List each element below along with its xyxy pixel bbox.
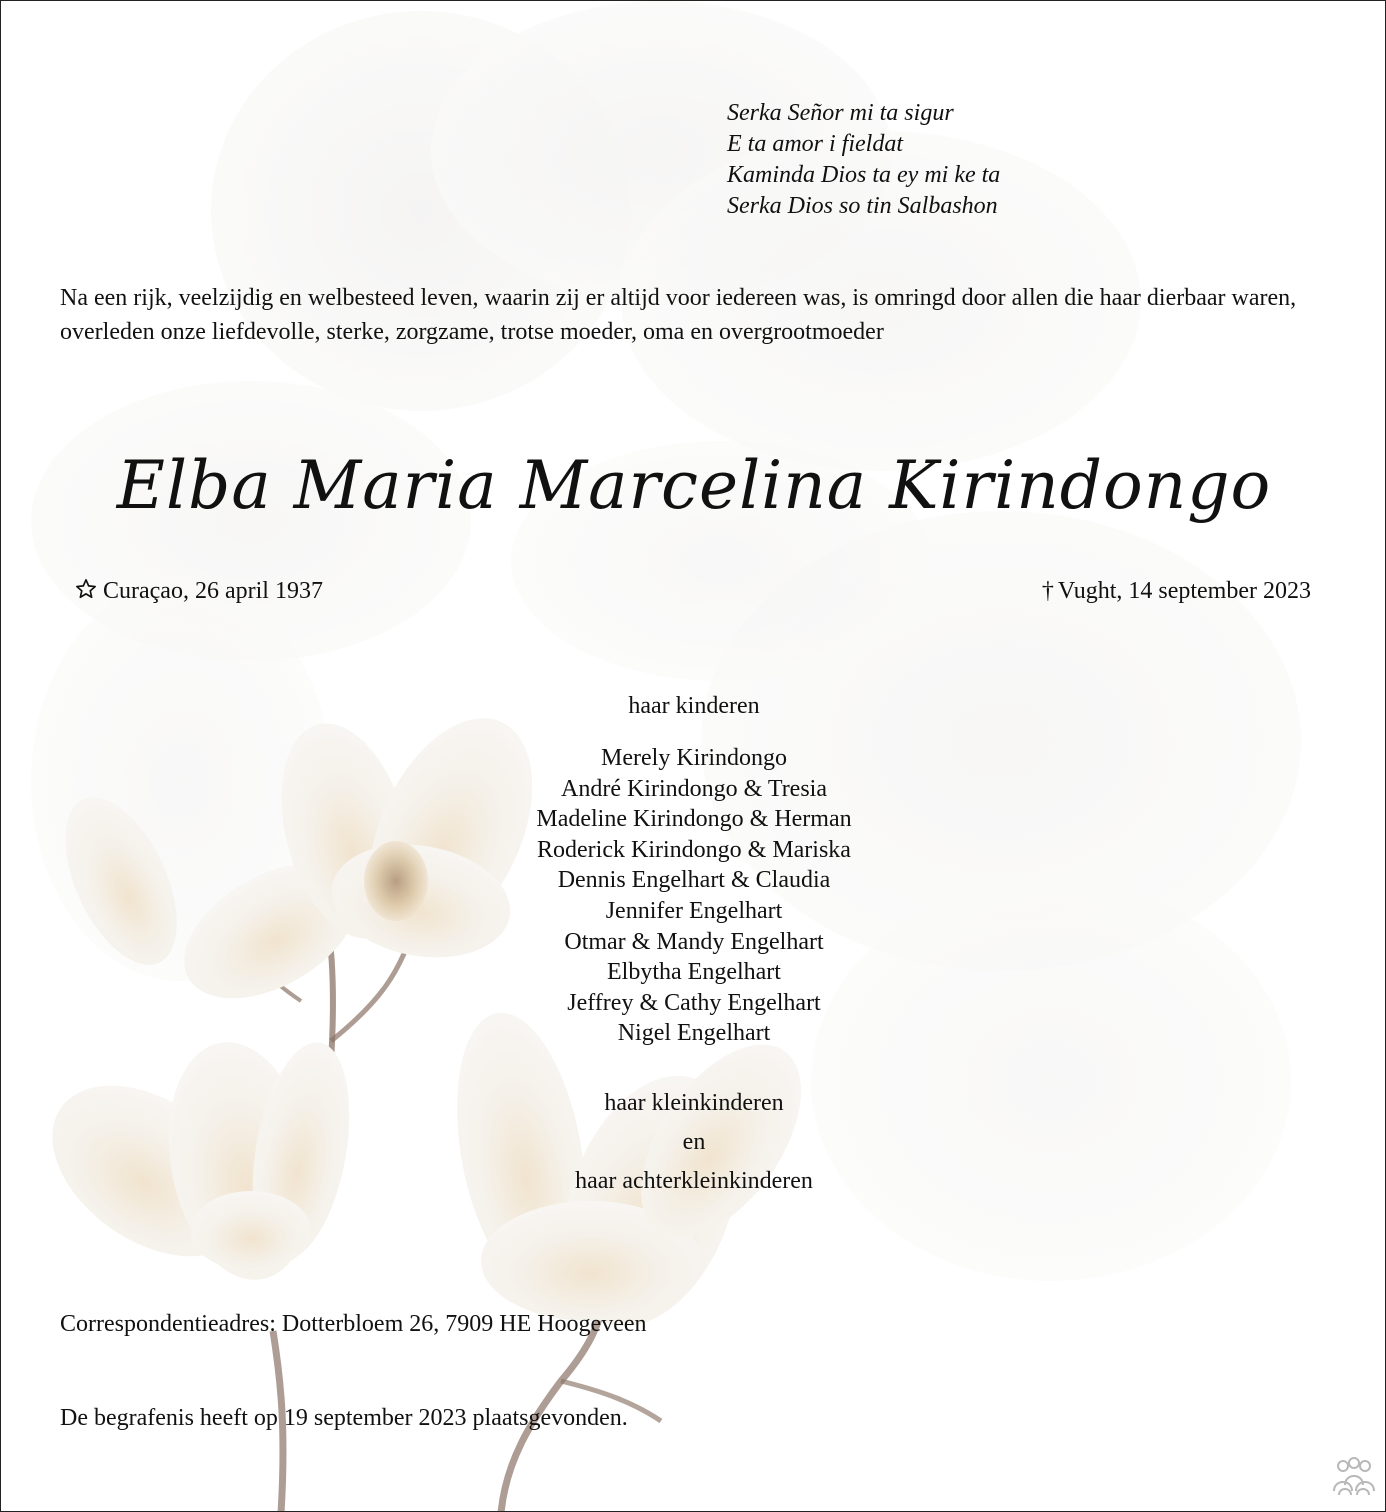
- children-list: [1, 743, 1386, 1049]
- poem-line: Serka Dios so tin Salbashon: [727, 193, 998, 219]
- list-item: Jeffrey & Cathy Engelhart: [567, 989, 821, 1016]
- list-item: Nigel Engelhart: [617, 1020, 771, 1047]
- people-group-icon: [1331, 1457, 1377, 1497]
- intro-paragraph: Na een rijk, veelzijdig en welbesteed leven, waarin zij er altijd voor iedereen was, is omringd door allen die haar dierbaar waren, overleden onze liefdevolle, sterke, zorgzame, trotse moeder, oma en overgrootmoeder: [60, 285, 1297, 345]
- star-icon: [75, 578, 97, 600]
- list-item: André Kirindongo & Tresia: [561, 775, 827, 802]
- conjunction-line: en: [682, 1129, 706, 1155]
- list-item: Dennis Engelhart & Claudia: [557, 867, 831, 894]
- death-text: Vught, 14 september 2023: [1057, 578, 1311, 604]
- grandchildren-line: haar kleinkinderen: [604, 1090, 784, 1116]
- children-heading: haar kinderen: [628, 693, 760, 719]
- poem-line: Serka Señor mi ta sigur: [727, 100, 954, 126]
- cross-icon: †: [1041, 578, 1054, 604]
- list-item: Roderick Kirindongo & Mariska: [537, 836, 851, 863]
- great-grandchildren-line: haar achterkleinkinderen: [575, 1168, 813, 1194]
- deceased-name: Elba Maria Marcelina Kirindongo: [116, 447, 1272, 524]
- list-item: Jennifer Engelhart: [605, 897, 783, 924]
- list-item: Otmar & Mandy Engelhart: [564, 928, 824, 955]
- birth-info: [75, 575, 323, 607]
- correspondence-address: Correspondentieadres: Dotterbloem 26, 7909 HE Hoogeveen: [60, 1311, 647, 1337]
- funeral-note: De begrafenis heeft op 19 september 2023 plaatsgevonden.: [60, 1405, 628, 1431]
- list-item: Merely Kirindongo: [601, 745, 787, 771]
- poem-line: E ta amor i fieldat: [727, 131, 903, 157]
- poem: [727, 98, 1000, 222]
- death-info: [1042, 575, 1311, 607]
- poem-line: Kaminda Dios ta ey mi ke ta: [727, 162, 1001, 188]
- list-item: Madeline Kirindongo & Herman: [536, 806, 852, 833]
- list-item: Elbytha Engelhart: [607, 959, 781, 986]
- birth-text: Curaçao, 26 april 1937: [103, 578, 323, 604]
